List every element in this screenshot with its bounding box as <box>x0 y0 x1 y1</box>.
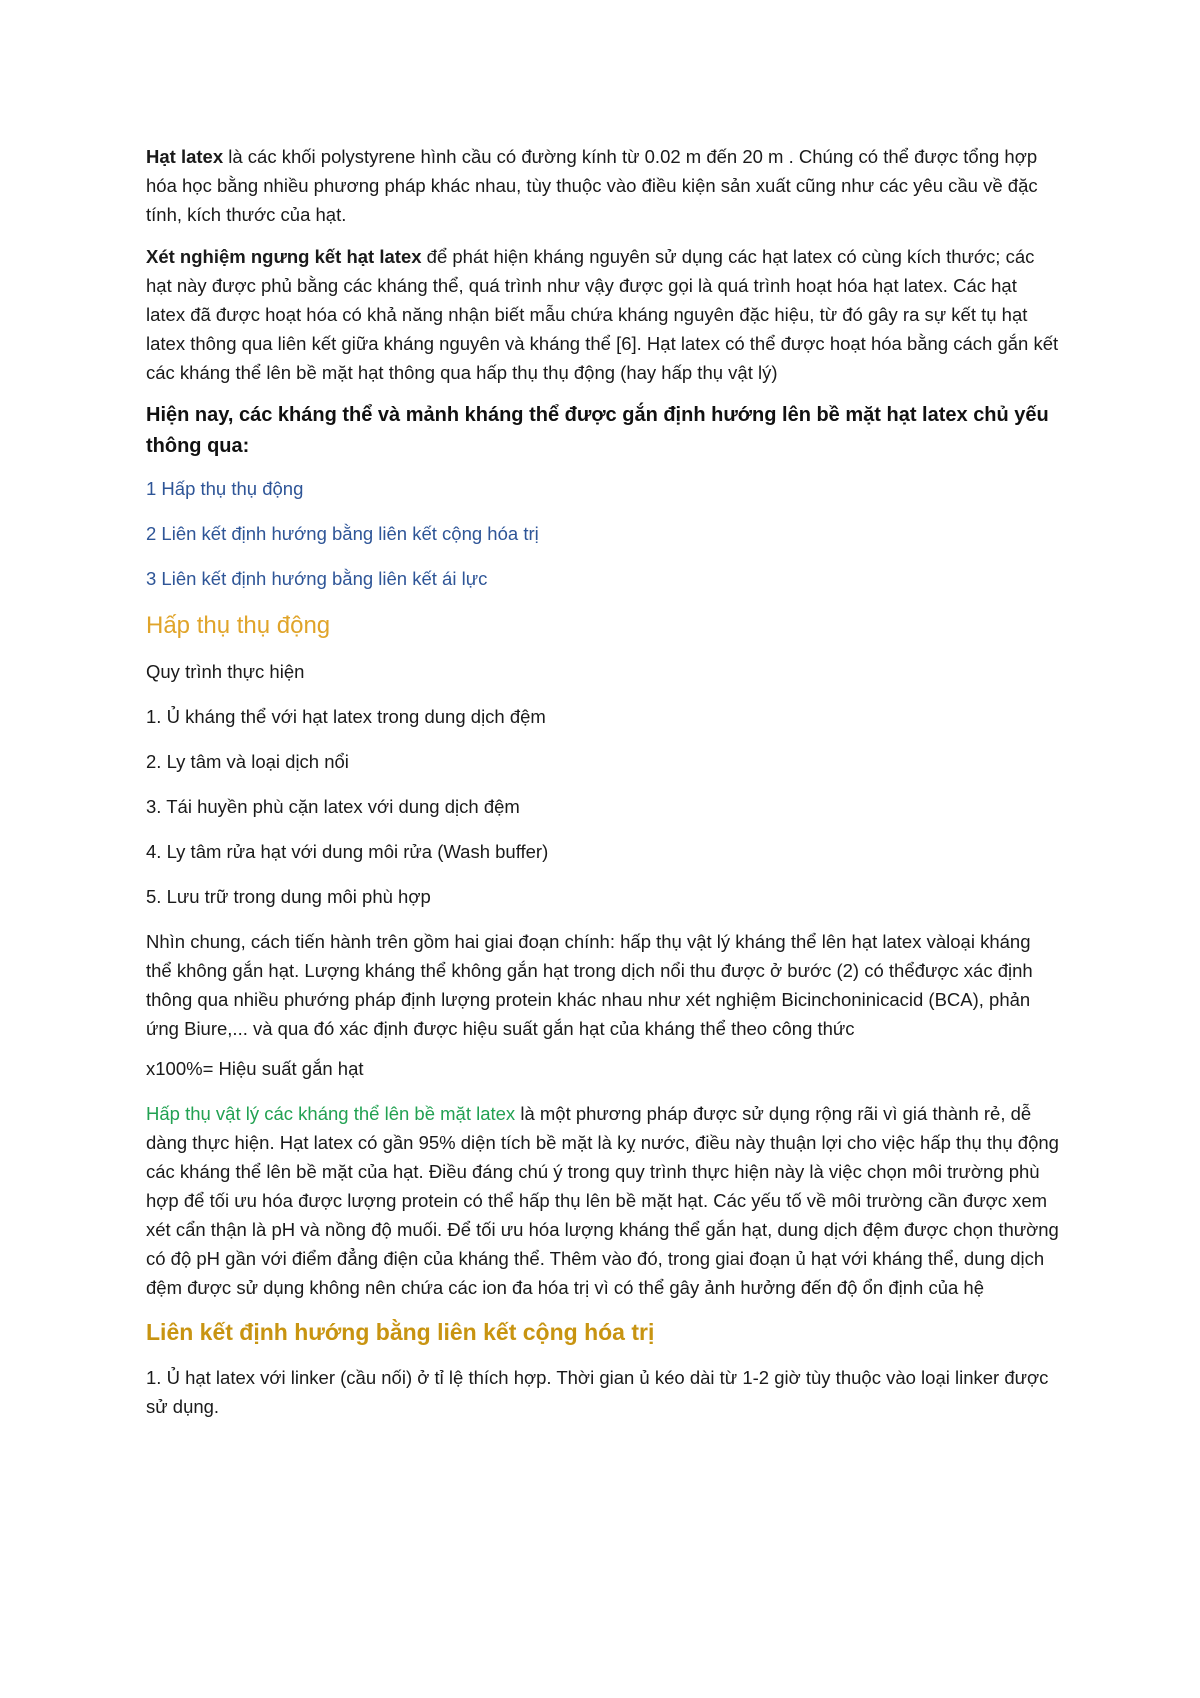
step-1: 1. Ủ kháng thể với hạt latex trong dung dịch đệm <box>146 706 546 727</box>
procedure-label: Quy trình thực hiện <box>146 661 305 682</box>
methods-heading: Hiện nay, các kháng thể và mảnh kháng thể được gắn định hướng lên bề mặt hạt latex chủ yếu thông qua: <box>146 404 1049 457</box>
method-item-3: 3 Liên kết định hướng bằng liên kết ái lực <box>146 568 488 589</box>
adsorption-note-highlight: Hấp thụ vật lý các kháng thể lên bề mặt latex <box>146 1103 516 1124</box>
section-heading-passive-adsorption: Hấp thụ thụ động <box>146 612 331 639</box>
formula-line: x100%= Hiệu suất gắn hạt <box>146 1058 364 1079</box>
step-5: 5. Lưu trữ trong dung môi phù hợp <box>146 886 431 907</box>
assay-text: để phát hiện kháng nguyên sử dụng các hạt latex có cùng kích thước; các hạt này được phủ bằng các kháng thể, quá trình như vậy được gọi là quá trình hoạt hóa hạt latex. Các hạt latex đã được hoạt hóa có khả năng nhận biết mẫu chứa kháng nguyên đặc hiệu, từ đó gây ra sự kết tụ hạt latex thông qua liên kết giữa kháng nguyên và kháng thể [6]. Hạt latex có thể được hoạt hóa bằng cách gắn kết các kháng thể lên bề mặt hạt thông qua hấp thụ thụ động (hay hấp thụ vật lý) <box>146 246 1059 383</box>
step-4: 4. Ly tâm rửa hạt với dung môi rửa (Wash buffer) <box>146 841 549 862</box>
intro-text: là các khối polystyrene hình cầu có đường kính từ 0.02 m đến 20 m . Chúng có thể được tổng hợp hóa học bằng nhiều phương pháp khác nhau, tùy thuộc vào điều kiện sản xuất cũng như các yêu cầu về đặc tính, kích thước của hạt. <box>146 146 1038 225</box>
covalent-step-1: 1. Ủ hạt latex với linker (cầu nối) ở tỉ lệ thích hợp. Thời gian ủ kéo dài từ 1-2 giờ tùy thuộc vào loại linker được sử dụng. <box>146 1367 1049 1417</box>
intro-term: Hạt latex <box>146 146 224 167</box>
summary-paragraph: Nhìn chung, cách tiến hành trên gồm hai giai đoạn chính: hấp thụ vật lý kháng thể lên hạt latex vàloại kháng thể không gắn hạt. Lượng kháng thể không gắn hạt trong dịch nổi thu được ở bước (2) có thểđược xác định thông qua nhiều phướng pháp định lượng protein khác nhau như xét nghiệm Bicinchoninicacid (BCA), phản ứng Biure,... và qua đó xác định được hiệu suất gắn hạt của kháng thể theo công thức <box>146 931 1033 1039</box>
step-2: 2. Ly tâm và loại dịch nổi <box>146 751 349 772</box>
assay-paragraph <box>146 242 1060 387</box>
method-item-1: 1 Hấp thụ thụ động <box>146 478 304 499</box>
adsorption-note-paragraph <box>146 1099 1060 1302</box>
assay-term: Xét nghiệm ngưng kết hạt latex <box>146 246 422 267</box>
step-3: 3. Tái huyền phù cặn latex với dung dịch đệm <box>146 796 520 817</box>
section-heading-covalent: Liên kết định hướng bằng liên kết cộng hóa trị <box>146 1319 655 1345</box>
intro-paragraph <box>146 142 1060 229</box>
method-item-2: 2 Liên kết định hướng bằng liên kết cộng hóa trị <box>146 523 539 544</box>
adsorption-note-text: là một phương pháp được sử dụng rộng rãi vì giá thành rẻ, dễ dàng thực hiện. Hạt latex có gần 95% diện tích bề mặt là kỵ nước, điều này thuận lợi cho việc hấp thụ thụ động các kháng thể lên bề mặt của hạt. Điều đáng chú ý trong quy trình thực hiện này là việc chọn môi trường phù hợp để tối ưu hóa được lượng protein có thể hấp thụ lên bề mặt hạt. Các yếu tố về môi trường cần được xem xét cẩn thận là pH và nồng độ muối. Để tối ưu hóa lượng kháng thể gắn hạt, dung dịch đệm được chọn thường có độ pH gần với điểm đẳng điện của kháng thể. Thêm vào đó, trong giai đoạn ủ hạt với kháng thể, dung dịch đệm được sử dụng không nên chứa các ion đa hóa trị vì có thể gây ảnh hưởng đến độ ổn định của hệ <box>146 1103 1059 1298</box>
